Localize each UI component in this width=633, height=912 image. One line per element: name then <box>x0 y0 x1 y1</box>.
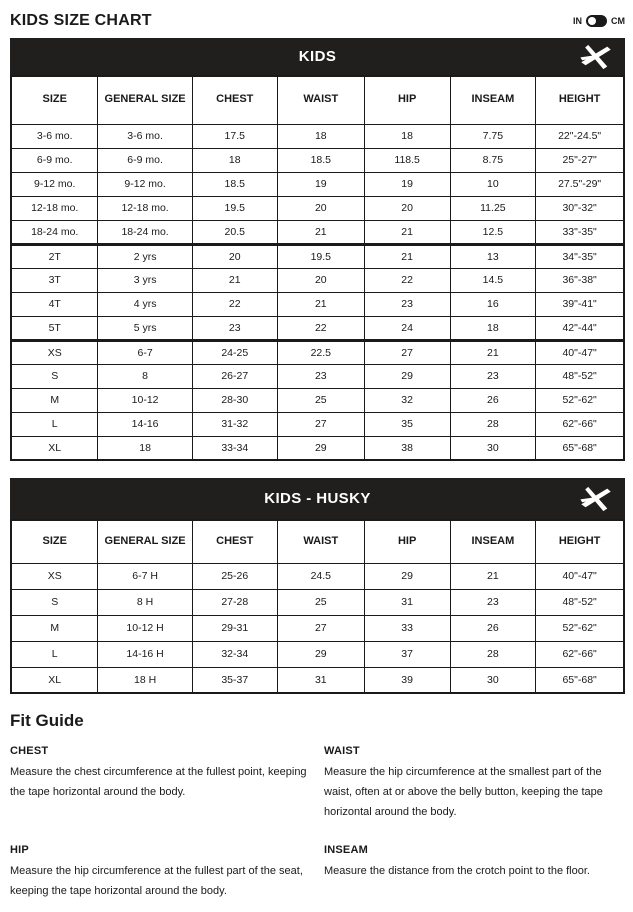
column-header: INSEAM <box>450 520 536 563</box>
size-cell: 2 yrs <box>98 244 192 268</box>
size-cell: 5 yrs <box>98 316 192 340</box>
table-row <box>11 364 624 388</box>
size-cell: 24 <box>364 316 450 340</box>
size-cell: 20 <box>277 268 364 292</box>
size-cell: 19 <box>277 172 364 196</box>
size-cell: 32-34 <box>192 641 277 667</box>
brand-x-logo <box>580 44 612 70</box>
size-cell: 20 <box>192 244 277 268</box>
size-cell: 11.25 <box>450 196 536 220</box>
size-cell: 21 <box>192 268 277 292</box>
size-cell: 18 <box>277 124 364 148</box>
size-cell: 18 <box>364 124 450 148</box>
table-row <box>11 220 624 244</box>
size-cell: 65"-68" <box>536 667 624 693</box>
kids-table-section <box>10 38 625 461</box>
table-row <box>11 615 624 641</box>
size-cell: 4 yrs <box>98 292 192 316</box>
size-cell: XL <box>11 667 98 693</box>
fit-guide-item-waist <box>324 745 625 822</box>
column-header: CHEST <box>192 520 277 563</box>
size-cell: 12-18 mo. <box>98 196 192 220</box>
size-cell: 21 <box>450 340 536 364</box>
size-cell: 52"-62" <box>536 388 624 412</box>
size-cell: 36"-38" <box>536 268 624 292</box>
size-cell: 14.5 <box>450 268 536 292</box>
unit-toggle[interactable] <box>573 15 625 27</box>
size-cell: XS <box>11 340 98 364</box>
size-cell: 18-24 mo. <box>11 220 98 244</box>
table-row <box>11 316 624 340</box>
size-cell: 25"-27" <box>536 148 624 172</box>
fit-guide-item-text: Measure the hip circumference at the smallest part of the waist, often at or above the belly button, keeping the tape horizontal around the body. <box>324 766 603 818</box>
size-cell: 21 <box>450 563 536 589</box>
table-row <box>11 148 624 172</box>
size-cell: 48"-52" <box>536 589 624 615</box>
size-cell: 4T <box>11 292 98 316</box>
size-cell: 10 <box>450 172 536 196</box>
size-cell: 9-12 mo. <box>11 172 98 196</box>
size-cell: 37 <box>364 641 450 667</box>
size-cell: 2T <box>11 244 98 268</box>
size-cell: 42"-44" <box>536 316 624 340</box>
column-header: WAIST <box>277 76 364 124</box>
size-cell: 18 <box>98 436 192 460</box>
size-cell: 62"-66" <box>536 412 624 436</box>
size-cell: 12-18 mo. <box>11 196 98 220</box>
size-cell: 22 <box>364 268 450 292</box>
size-cell: 24.5 <box>277 563 364 589</box>
size-cell: 31-32 <box>192 412 277 436</box>
size-cell: 21 <box>364 220 450 244</box>
size-cell: 28-30 <box>192 388 277 412</box>
size-cell: 19.5 <box>277 244 364 268</box>
size-cell: 29-31 <box>192 615 277 641</box>
size-cell: 27.5"-29" <box>536 172 624 196</box>
size-cell: 48"-52" <box>536 364 624 388</box>
column-header: HEIGHT <box>536 76 624 124</box>
size-cell: 18.5 <box>192 172 277 196</box>
size-cell: 31 <box>277 667 364 693</box>
size-cell: 5T <box>11 316 98 340</box>
kids-husky-size-table <box>10 519 625 694</box>
size-cell: 29 <box>364 563 450 589</box>
size-cell: 3T <box>11 268 98 292</box>
column-header: SIZE <box>11 76 98 124</box>
size-cell: 26 <box>450 388 536 412</box>
column-header: WAIST <box>277 520 364 563</box>
size-cell: 6-9 mo. <box>98 148 192 172</box>
size-cell: 32 <box>364 388 450 412</box>
size-cell: 8.75 <box>450 148 536 172</box>
table-row <box>11 196 624 220</box>
size-cell: 19.5 <box>192 196 277 220</box>
kids-husky-table-title-bar <box>10 478 625 519</box>
size-cell: 25-26 <box>192 563 277 589</box>
table-row <box>11 667 624 693</box>
size-cell: S <box>11 589 98 615</box>
table-row <box>11 340 624 364</box>
kids-size-table <box>10 75 625 461</box>
size-cell: 16 <box>450 292 536 316</box>
size-cell: 23 <box>277 364 364 388</box>
size-cell: 26-27 <box>192 364 277 388</box>
size-cell: 27 <box>364 340 450 364</box>
size-cell: 23 <box>450 589 536 615</box>
size-cell: 3-6 mo. <box>11 124 98 148</box>
size-cell: 8 H <box>98 589 192 615</box>
brand-x-logo <box>580 486 612 512</box>
size-cell: 22 <box>192 292 277 316</box>
size-cell: 9-12 mo. <box>98 172 192 196</box>
fit-guide-grid <box>10 745 625 902</box>
size-cell: 14-16 H <box>98 641 192 667</box>
column-header: SIZE <box>11 520 98 563</box>
size-cell: 29 <box>277 436 364 460</box>
size-cell: 25 <box>277 388 364 412</box>
table-row <box>11 172 624 196</box>
size-cell: M <box>11 615 98 641</box>
size-cell: 3-6 mo. <box>98 124 192 148</box>
column-header: GENERAL SIZE <box>98 520 192 563</box>
size-cell: S <box>11 364 98 388</box>
size-cell: 13 <box>450 244 536 268</box>
size-cell: 28 <box>450 641 536 667</box>
size-cell: 20.5 <box>192 220 277 244</box>
size-cell: 28 <box>450 412 536 436</box>
fit-guide-item-label: HIP <box>10 844 29 857</box>
unit-in-label: IN <box>573 16 582 26</box>
column-header: HIP <box>364 520 450 563</box>
column-header: HIP <box>364 76 450 124</box>
table-row <box>11 388 624 412</box>
size-cell: 22"-24.5" <box>536 124 624 148</box>
table-row <box>11 292 624 316</box>
size-cell: 118.5 <box>364 148 450 172</box>
size-cell: 33"-35" <box>536 220 624 244</box>
table-row <box>11 244 624 268</box>
size-cell: 10-12 H <box>98 615 192 641</box>
size-cell: 6-9 mo. <box>11 148 98 172</box>
size-cell: 25 <box>277 589 364 615</box>
fit-guide-item-label: WAIST <box>324 745 360 757</box>
column-header: GENERAL SIZE <box>98 76 192 124</box>
size-cell: 21 <box>277 220 364 244</box>
table-row <box>11 436 624 460</box>
size-cell: 19 <box>364 172 450 196</box>
kids-husky-table-title: KIDS - HUSKY <box>264 490 371 507</box>
size-cell: 31 <box>364 589 450 615</box>
size-cell: 30"-32" <box>536 196 624 220</box>
size-cell: 34"-35" <box>536 244 624 268</box>
size-cell: L <box>11 412 98 436</box>
size-cell: 23 <box>450 364 536 388</box>
size-cell: 22 <box>277 316 364 340</box>
size-cell: 26 <box>450 615 536 641</box>
size-cell: 39 <box>364 667 450 693</box>
fit-guide-item-label: CHEST <box>10 745 49 757</box>
page-title: KIDS SIZE CHART <box>10 12 152 29</box>
fit-guide-item-text: Measure the chest circumference at the fullest point, keeping the tape horizontal around the body. <box>10 766 307 798</box>
unit-toggle-switch[interactable] <box>586 15 607 27</box>
kids-table-title-bar <box>10 38 625 75</box>
table-row <box>11 641 624 667</box>
size-cell: 30 <box>450 436 536 460</box>
toggle-knob-icon <box>588 17 596 25</box>
size-cell: 38 <box>364 436 450 460</box>
size-cell: 23 <box>364 292 450 316</box>
size-cell: 27 <box>277 412 364 436</box>
size-cell: 8 <box>98 364 192 388</box>
size-cell: L <box>11 641 98 667</box>
size-cell: 21 <box>364 244 450 268</box>
table-row <box>11 124 624 148</box>
fit-guide-item-hip <box>10 844 310 902</box>
size-cell: 18.5 <box>277 148 364 172</box>
size-cell: 35 <box>364 412 450 436</box>
table-row <box>11 268 624 292</box>
kids-table-title: KIDS <box>298 48 337 65</box>
fit-guide-item-chest <box>10 745 310 822</box>
size-cell: 6-7 <box>98 340 192 364</box>
size-cell: 27 <box>277 615 364 641</box>
size-cell: 18 <box>450 316 536 340</box>
size-cell: 20 <box>277 196 364 220</box>
size-cell: 29 <box>277 641 364 667</box>
size-cell: 39"-41" <box>536 292 624 316</box>
size-cell: 14-16 <box>98 412 192 436</box>
column-header: INSEAM <box>450 76 536 124</box>
size-cell: 52"-62" <box>536 615 624 641</box>
size-cell: 40"-47" <box>536 340 624 364</box>
size-cell: 23 <box>192 316 277 340</box>
table-row <box>11 589 624 615</box>
size-cell: 29 <box>364 364 450 388</box>
size-cell: 33-34 <box>192 436 277 460</box>
size-cell: 40"-47" <box>536 563 624 589</box>
size-cell: 18 <box>192 148 277 172</box>
size-cell: 27-28 <box>192 589 277 615</box>
fit-guide-item-text: Measure the distance from the crotch point to the floor. <box>324 865 590 878</box>
size-cell: M <box>11 388 98 412</box>
size-cell: 30 <box>450 667 536 693</box>
fit-guide-item-inseam <box>324 844 625 902</box>
size-cell: 3 yrs <box>98 268 192 292</box>
column-header: CHEST <box>192 76 277 124</box>
size-cell: 6-7 H <box>98 563 192 589</box>
size-cell: 22.5 <box>277 340 364 364</box>
size-cell: 65"-68" <box>536 436 624 460</box>
size-cell: XL <box>11 436 98 460</box>
size-cell: 18-24 mo. <box>98 220 192 244</box>
size-cell: 20 <box>364 196 450 220</box>
column-header: HEIGHT <box>536 520 624 563</box>
table-row <box>11 563 624 589</box>
unit-cm-label: CM <box>611 16 625 26</box>
size-cell: 17.5 <box>192 124 277 148</box>
size-cell: 35-37 <box>192 667 277 693</box>
fit-guide-item-label: INSEAM <box>324 844 368 857</box>
size-cell: 62"-66" <box>536 641 624 667</box>
size-cell: 18 H <box>98 667 192 693</box>
fit-guide-item-text: Measure the hip circumference at the fullest part of the seat, keeping the tape horizontal around the body. <box>10 865 303 898</box>
size-cell: 12.5 <box>450 220 536 244</box>
table-row <box>11 412 624 436</box>
size-cell: 10-12 <box>98 388 192 412</box>
size-cell: 7.75 <box>450 124 536 148</box>
kids-husky-table-section <box>10 478 625 694</box>
fit-guide-section <box>10 711 625 902</box>
size-cell: 21 <box>277 292 364 316</box>
fit-guide-title: Fit Guide <box>10 711 84 730</box>
size-cell: 33 <box>364 615 450 641</box>
page-header <box>10 6 625 36</box>
size-cell: 24-25 <box>192 340 277 364</box>
size-cell: XS <box>11 563 98 589</box>
